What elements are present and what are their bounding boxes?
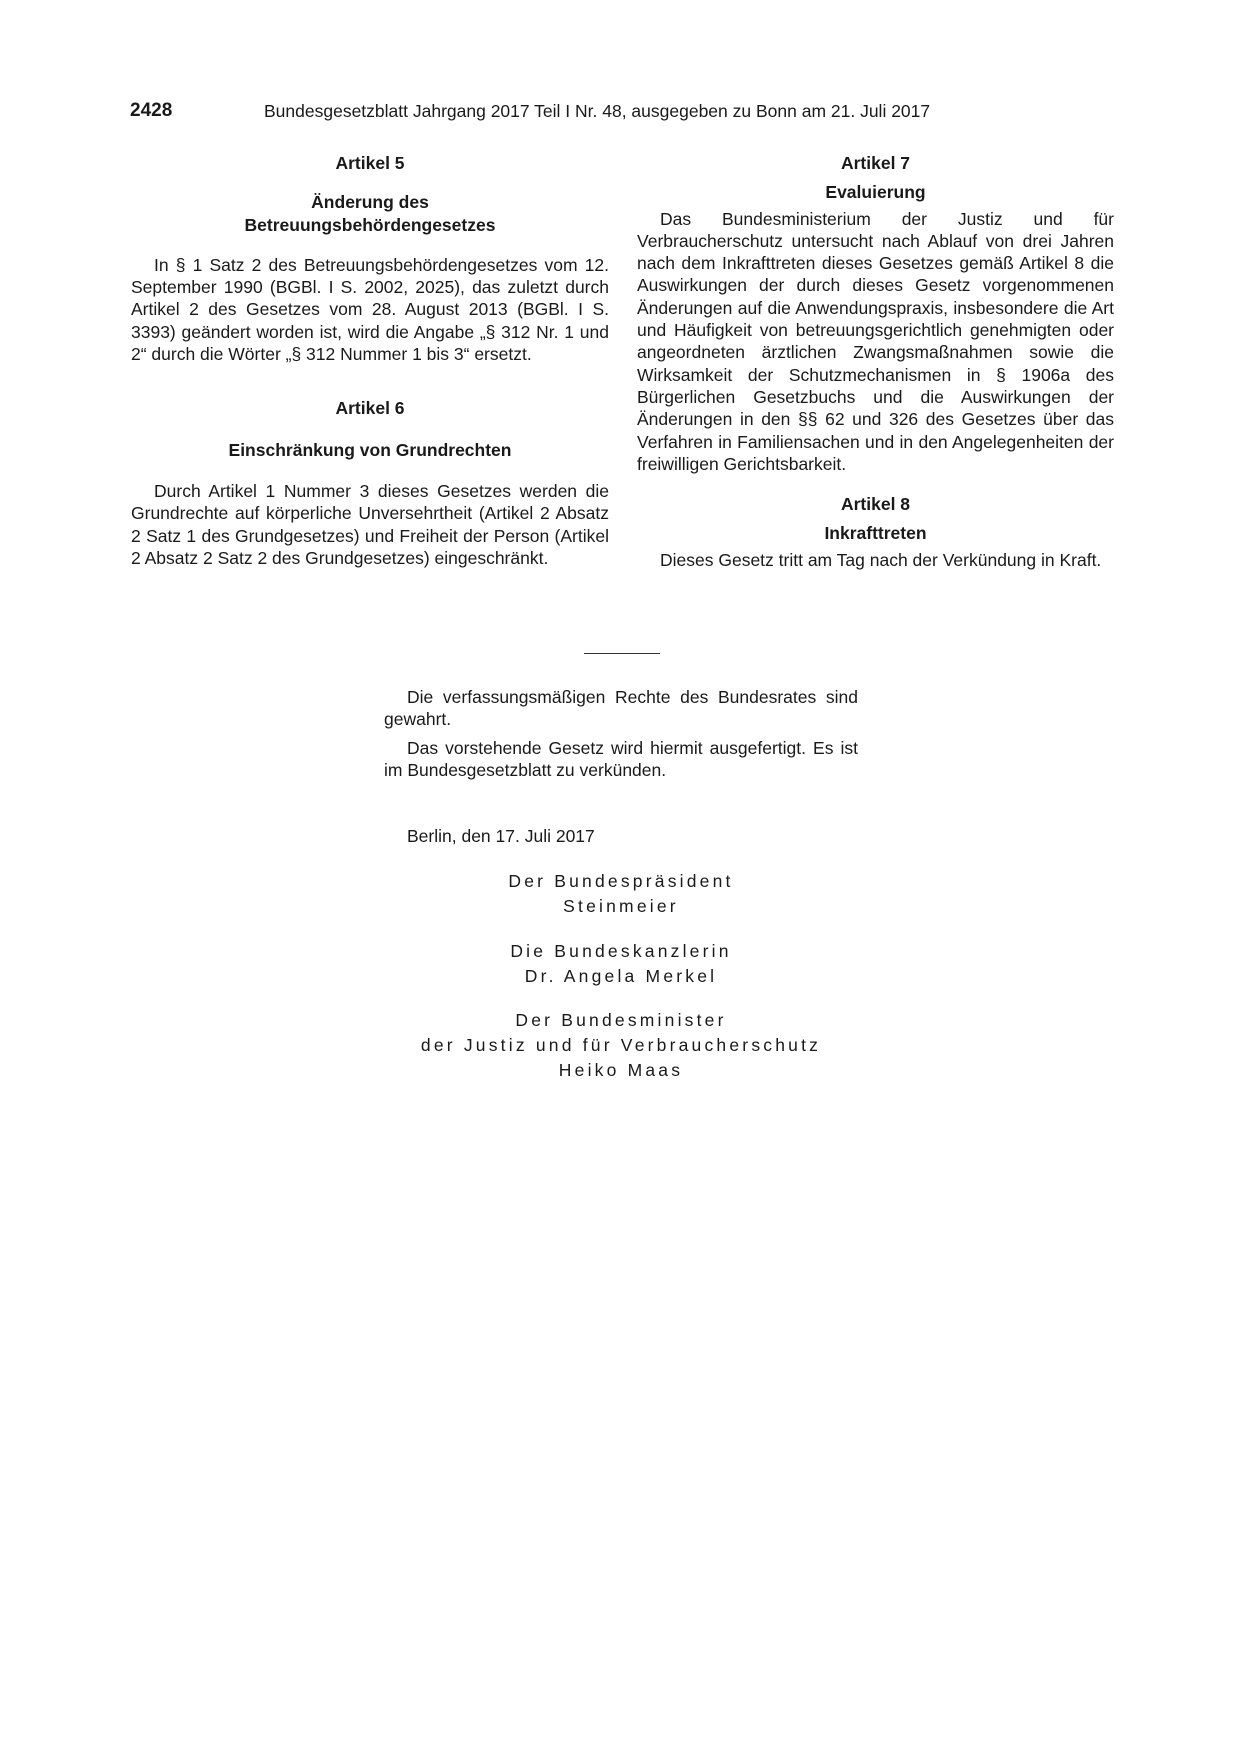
signature-minister — [384, 1008, 858, 1083]
page-header — [130, 100, 1114, 124]
right-column — [637, 152, 1114, 571]
article-5-heading-line1: Änderung des — [311, 192, 429, 213]
article-8 — [637, 493, 1114, 571]
closing-paragraph-2: Das vorstehende Gesetz wird hiermit ausgefertigt. Es ist im Bundesgesetzblatt zu verkünden. — [384, 737, 858, 780]
article-7-heading: Evaluierung — [825, 182, 926, 203]
place-and-date: Berlin, den 17. Juli 2017 — [407, 826, 595, 846]
section-divider — [584, 653, 660, 654]
article-5 — [131, 152, 609, 365]
minister-title-line2: der Justiz und für Verbraucherschutz — [420, 1035, 822, 1055]
article-8-label: Artikel 8 — [840, 494, 911, 515]
left-column — [131, 152, 609, 569]
president-title: Der Bundespräsident — [508, 871, 734, 891]
chancellor-title: Die Bundeskanzlerin — [510, 941, 732, 961]
chancellor-name: Dr. Angela Merkel — [524, 966, 718, 986]
article-7 — [637, 152, 1114, 475]
running-title: Bundesgesetzblatt Jahrgang 2017 Teil I Nr. 48, ausgegeben zu Bonn am 21. Juli 2017 — [264, 101, 931, 121]
signature-president — [384, 869, 858, 919]
article-5-text: In § 1 Satz 2 des Betreuungsbehördengesetzes vom 12. September 1990 (BGBl. I S. 2002, 2025), das zuletzt durch Artikel 2 des Gesetzes vom 28. August 2013 (BGBl. I S. 3393) geändert worden ist, wird die Angabe „§ 312 Nr. 1 und 2“ durch die Wörter „§ 312 Nummer 1 bis 3“ ersetzt. — [131, 254, 609, 365]
article-5-heading-line2: Betreuungsbehördengesetzes — [244, 214, 496, 235]
minister-title-line1: Der Bundesminister — [515, 1010, 727, 1030]
article-7-text: Das Bundesministerium der Justiz und für Verbraucherschutz untersucht nach Ablauf von drei Jahren nach dem Inkrafttreten dieses Gesetzes gemäß Artikel 8 die Auswirkungen der durch dieses Gesetz vorgenommenen Änderungen auf die Anwendungspraxis, insbesondere die Art und Häufigkeit von betreuungsgerichtlich genehmigten oder angeordneten ärztlichen Zwangsmaßnahmen sowie die Wirksamkeit der Schutzmechanismen in § 1906a des Bürgerlichen Gesetzbuchs und die Auswirkungen der Änderungen in den §§ 62 und 326 des Gesetzes über das Verfahren in Familiensachen und in den Angelegenheiten der freiwilligen Gerichtsbarkeit. — [637, 208, 1114, 474]
article-7-label: Artikel 7 — [840, 153, 911, 173]
closing-formula — [384, 686, 858, 787]
page-number: 2428 — [130, 100, 173, 121]
article-8-text: Dieses Gesetz tritt am Tag nach der Verkündung in Kraft. — [660, 549, 1102, 570]
signature-chancellor — [384, 939, 858, 989]
article-6-text: Durch Artikel 1 Nummer 3 dieses Gesetzes werden die Grundrechte auf körperliche Unversehrtheit (Artikel 2 Absatz 2 Satz 1 des Grundgesetzes) und Freiheit der Person (Artikel 2 Absatz 2 Satz 2 des Grundgesetzes) eingeschränkt. — [131, 480, 609, 568]
president-name: Steinmeier — [563, 896, 679, 916]
article-6-label: Artikel 6 — [335, 398, 405, 419]
article-6-heading: Einschränkung von Grundrechten — [228, 439, 512, 460]
article-5-label: Artikel 5 — [335, 153, 405, 173]
minister-name: Heiko Maas — [558, 1060, 684, 1080]
closing-paragraph-1: Die verfassungsmäßigen Rechte des Bundesrates sind gewahrt. — [384, 687, 858, 730]
article-6 — [131, 397, 609, 569]
article-8-heading: Inkrafttreten — [824, 523, 927, 544]
